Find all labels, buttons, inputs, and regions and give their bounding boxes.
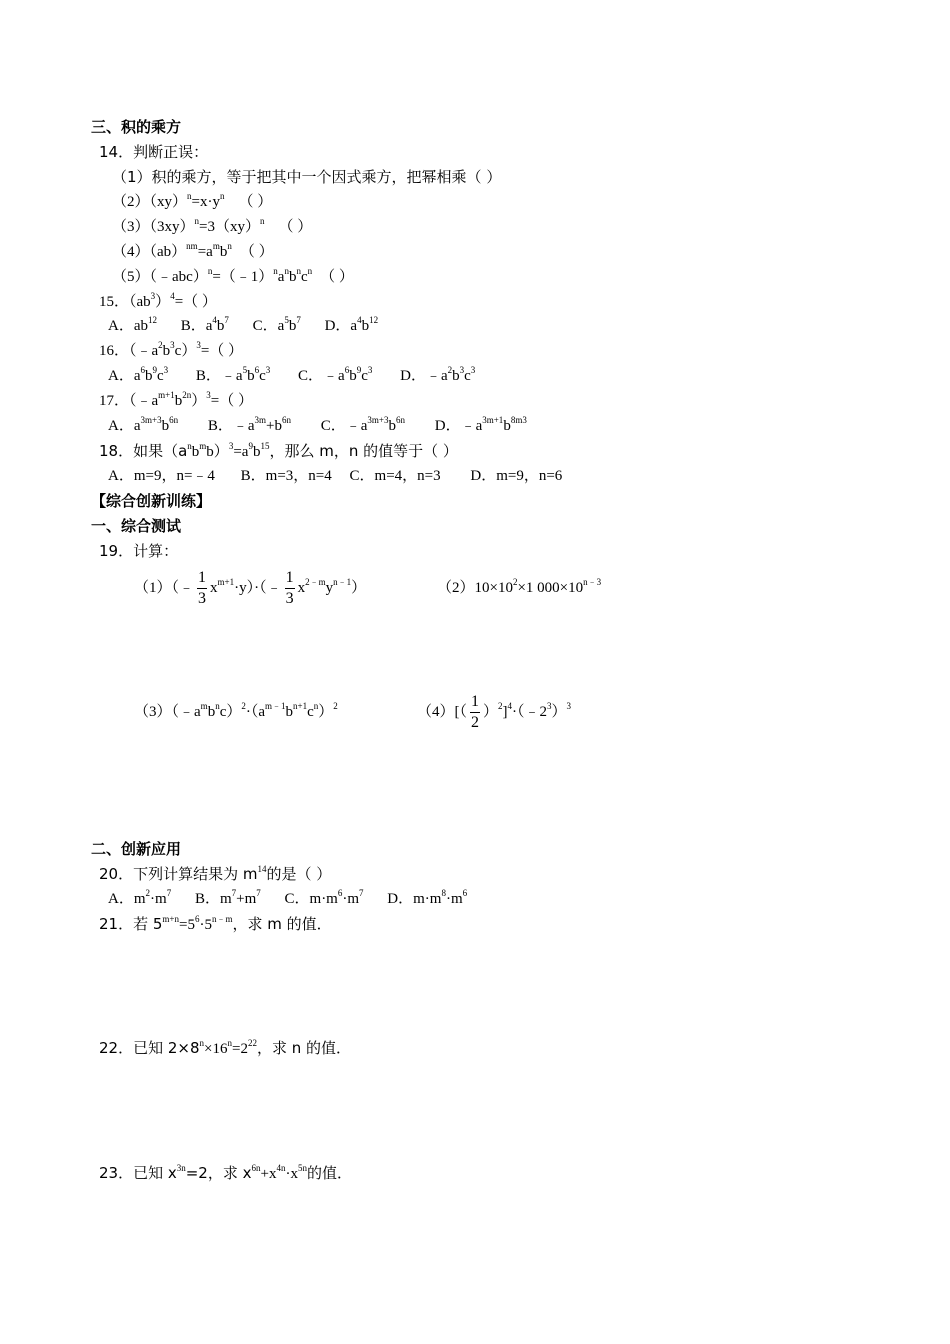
section-title-comprehensive-test: 一、综合测试 (91, 517, 182, 535)
question-15-stem: 15．$(ab^3)^4=$（ ） (99, 291, 217, 310)
section-title-product-power: 三、积的乘方 (91, 118, 182, 136)
section-title-innovation: 二、创新应用 (91, 840, 182, 858)
question-17-stem: 17．$(﹣a^{m+1}b^{2n})^3=$（ ） (99, 390, 253, 409)
question-21: 21．若 $5^{m+n}=5^6\cdot 5^{n﹣m}$，求 m 的值． (99, 914, 332, 933)
question-23: 23．已知 $x^{3n}=2$，求 $x^{6n}+x^{4n}\cdot x^{5n}$的值． (99, 1163, 352, 1182)
question-14-item-4: $(4)(ab)^{nm}=a^mb^n$ （ ） (112, 241, 274, 260)
option-b: B．$a^4b^7$ (180, 315, 229, 334)
question-17-options (108, 416, 527, 436)
question-19-part-1: （1）（﹣ $\frac{1}{3}$ $x^{m+1}\cdot y)\cdot(﹣$ $\frac{1}{3}$ $x^{2﹣m}y^{n﹣1}$） (134, 569, 367, 608)
option-d: D．$﹣a^{3m+1}b^{8m3}$ (434, 415, 527, 434)
option-c: C．$m\cdot m^6\cdot m^7$ (284, 888, 364, 907)
option-a: A．$ab^{12}$ (108, 315, 157, 334)
option-b: B．$﹣a^{3m}+b^{6n}$ (207, 415, 291, 434)
question-14-item-1: （1）积的乘方，等于把其中一个因式乘方，把幂相乘（ ） (112, 168, 502, 186)
option-b: B．$﹣a^5b^6c^3$ (195, 365, 271, 384)
question-20-options (108, 889, 467, 909)
option-c: C．m=4，n=3 (349, 468, 441, 484)
fraction: $\frac{1}{3}$ (198, 569, 207, 608)
option-a: A．$a^6b^9c^3$ (108, 365, 169, 384)
fraction: $\frac{1}{3}$ (285, 569, 294, 608)
question-15-options (108, 316, 378, 336)
option-b: B．m=3，n=4 (240, 468, 332, 484)
training-title: 【综合创新训练】 (91, 492, 212, 510)
question-19-stem: 19．计算： (99, 542, 179, 560)
question-14-stem: 14．判断正误： (99, 143, 209, 161)
option-d: D．$m\cdot m^8\cdot m^6$ (387, 888, 468, 907)
question-14-item-3: $(3)(3xy)^n=3(xy)^n$ （ ） (112, 216, 313, 235)
question-16-stem: 16．$(﹣a^2b^3c)^3=$（ ） (99, 340, 244, 359)
question-16-options (108, 366, 475, 386)
question-19-part-3: $(3)(﹣a^mb^nc)^2\cdot(a^{m﹣1}b^{n+1}c^n)^2$ (134, 701, 338, 720)
option-a: A．m=9，n=﹣4 (108, 468, 215, 484)
option-c: C．$﹣a^6b^9c^3$ (298, 365, 373, 384)
question-18-stem: 18．如果$(a^nb^mb)^3=a^9b^{15}$，那么 m，n 的值等于（ ） (99, 441, 458, 460)
question-14-item-5: $(5)(﹣abc)^n=(﹣1)^na^nb^nc^n$ （ ） (112, 266, 354, 285)
question-14-item-2: $(2)(xy)^n=x\cdot y^n$ （ ） (112, 191, 273, 210)
fraction: $\frac{1}{2}$ (471, 693, 479, 732)
question-22: 22．已知 $2\times 8^n\times 16^n=2^{22}$，求 n 的值． (99, 1038, 351, 1057)
option-d: D．$﹣a^2b^3c^3$ (400, 365, 476, 384)
option-a: A．$a^{3m+3}b^{6n}$ (108, 415, 179, 434)
option-c: C．$a^5b^7$ (252, 315, 301, 334)
option-b: B．$m^7+m^7$ (194, 888, 261, 907)
option-d: D．m=9，n=6 (470, 468, 563, 484)
question-18-options (108, 466, 562, 486)
question-20-stem: 20．下列计算结果为 $m^{14}$的是（ ） (99, 864, 332, 883)
option-a: A．$m^2\cdot m^7$ (108, 888, 172, 907)
question-19-part-4: （4）[（ $\frac{1}{2}$ ）$^2]^4\cdot(﹣2^3)^3$ (417, 693, 572, 732)
question-19-part-2: $(2)10\times 10^2\times 1$ $000\times 10^{n﹣3}$ (437, 577, 602, 596)
option-c: C．$﹣a^{3m+3}b^{6n}$ (320, 415, 405, 434)
option-d: D．$a^4b^{12}$ (324, 315, 379, 334)
